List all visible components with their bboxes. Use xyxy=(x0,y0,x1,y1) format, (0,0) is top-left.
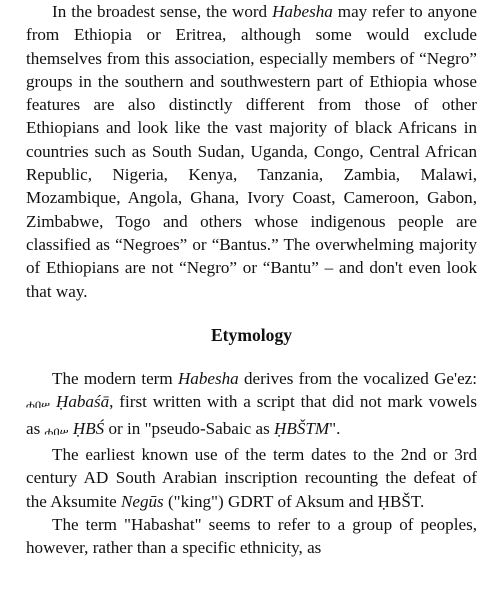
paragraph-habashat xyxy=(26,513,477,560)
text-run: or in "pseudo-Sabaic as xyxy=(104,418,275,438)
text-run: may refer to anyone from Ethiopia or Eritrea, although some would exclude themselves from this association, especially members of “Negro” groups in the southern and southwestern part of Ethiopia whose features are also distinctly different from those of other Ethiopians and look like the vast majority of black Africans in countries such as South Sudan, Uganda, Congo, Central African Republic, Nigeria, Kenya, Tanzania, Zambia, Malawi, Mozambique, Angola, Ghana, Ivory Coast, Cameroon, Gabon, Zimbabwe, Togo and others whose indigenous people are classified as “Negroes” or “Bantus.” The overwhelming majority of Ethiopians are not “Negro” or “Bantu” – and don't even look that way. xyxy=(26,2,477,301)
text-run: The modern term xyxy=(52,369,178,389)
paragraph-etymology-origin xyxy=(26,367,477,443)
text-run: , first written with a script that did not mark vowels as xyxy=(26,392,477,438)
italic-transliteration-habasa: Ḥabaśā xyxy=(55,392,110,412)
text-run: derives from the vocalized Ge'ez: xyxy=(238,369,478,389)
geez-script-word: ሐበሠ xyxy=(26,398,51,412)
italic-transliteration-hbs: ḤBŚ xyxy=(72,418,105,438)
italic-term-negus: Negūs xyxy=(120,491,164,511)
text-run: In the broadest sense, the word xyxy=(52,2,273,21)
italic-transliteration-hbstm: ḤBŠTM xyxy=(274,418,330,438)
text-run: The term "Habashat" seems to refer to a group of peoples, however, rather than a specific ethnicity, as xyxy=(26,514,477,558)
document-page xyxy=(26,0,477,560)
italic-term-habesha: Habesha xyxy=(177,369,239,389)
text-run: ("king") GDRT of Aksum and ḤBŠT. xyxy=(163,491,425,511)
paragraph-habesha-definition xyxy=(26,0,477,303)
text-run: The earliest known use of the term dates to the 2nd or 3rd century AD South Arabian inscription recounting the defeat of the Aksumite xyxy=(26,445,477,511)
paragraph-earliest-use xyxy=(26,443,477,513)
geez-script-word: ሐበሠ xyxy=(44,424,69,438)
section-heading-etymology: Etymology xyxy=(210,324,293,345)
text-run: ". xyxy=(329,418,341,438)
italic-term-habesha: Habesha xyxy=(272,2,333,21)
